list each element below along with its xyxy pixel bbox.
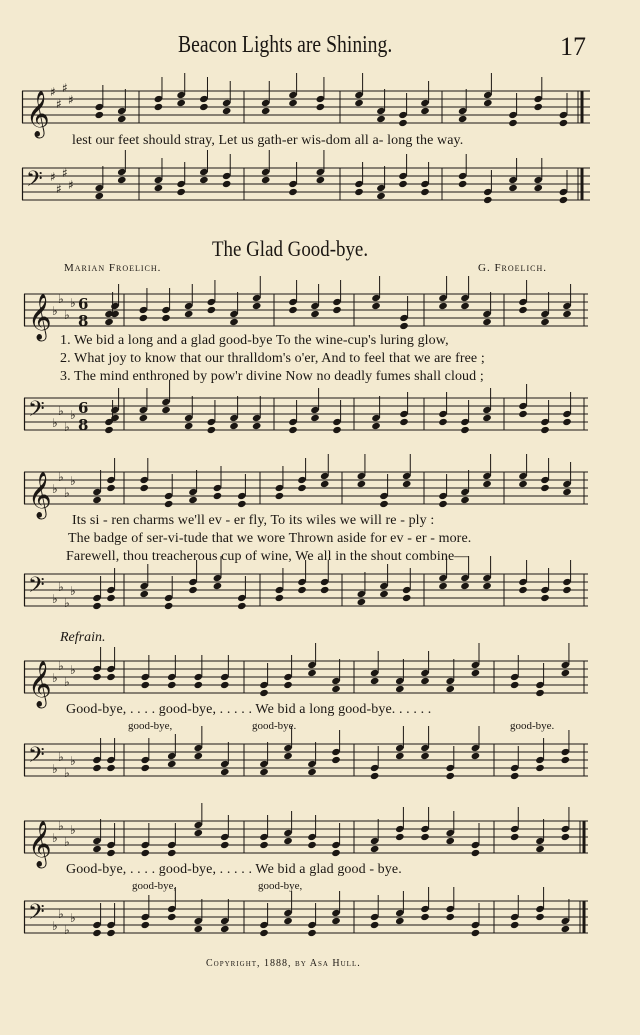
refrain-echo-2b: good-bye,	[258, 880, 303, 892]
svg-text:𝄞: 𝄞	[28, 472, 52, 518]
refrain-line-2: Good-bye, . . . . good-bye, . . . . . We bid a glad good - bye.	[66, 862, 402, 877]
refrain-echo-2a: good-bye,	[132, 880, 177, 892]
hymn-title: The Glad Good-bye.	[212, 236, 369, 261]
svg-text:6: 6	[78, 399, 89, 417]
svg-text:𝄞: 𝄞	[28, 821, 52, 867]
staff-prev-bass	[22, 162, 590, 206]
svg-text:♭: ♭	[64, 308, 70, 322]
svg-text:♭: ♭	[58, 470, 64, 484]
svg-text:♯: ♯	[62, 166, 68, 180]
svg-text:𝄢: 𝄢	[26, 167, 43, 197]
svg-text:♭: ♭	[58, 819, 64, 833]
svg-text:♯: ♯	[56, 182, 62, 196]
svg-text:♭: ♭	[70, 823, 76, 837]
svg-text:♭: ♭	[64, 923, 70, 937]
staff-2-treble	[24, 466, 588, 518]
svg-text:𝄞: 𝄞	[26, 91, 50, 137]
svg-text:♭: ♭	[52, 762, 58, 776]
svg-text:♯: ♯	[68, 93, 74, 107]
svg-text:♭: ♭	[58, 659, 64, 673]
composer: G. Froelich.	[478, 262, 547, 274]
svg-text:♭: ♭	[70, 408, 76, 422]
svg-text:♯: ♯	[62, 81, 68, 95]
page-number: 17	[560, 32, 586, 61]
svg-text:♭: ♭	[58, 907, 64, 921]
svg-text:♭: ♭	[52, 304, 58, 318]
svg-text:♭: ♭	[64, 766, 70, 780]
svg-text:♯: ♯	[50, 170, 56, 184]
svg-text:𝄢: 𝄢	[28, 743, 45, 773]
svg-text:𝄢: 𝄢	[28, 397, 45, 427]
svg-text:𝄢: 𝄢	[28, 900, 45, 930]
svg-text:♯: ♯	[56, 97, 62, 111]
svg-text:♭: ♭	[64, 486, 70, 500]
staff-2-bass	[24, 568, 588, 612]
svg-text:♭: ♭	[52, 671, 58, 685]
svg-text:♭: ♭	[64, 596, 70, 610]
lyricist: Marian Froelich.	[64, 262, 162, 274]
refrain-label: Refrain.	[60, 630, 106, 645]
svg-text:♯: ♯	[68, 178, 74, 192]
verse-3-line-2: Farewell, thou treacherous cup of wine, We all in the shout combine—	[66, 549, 469, 564]
svg-text:♭: ♭	[70, 296, 76, 310]
svg-text:♭: ♭	[52, 592, 58, 606]
svg-text:♭: ♭	[52, 416, 58, 430]
svg-text:𝄞: 𝄞	[28, 661, 52, 707]
svg-text:♭: ♭	[58, 404, 64, 418]
refrain-echo-1a: good-bye,	[128, 720, 173, 732]
svg-text:♭: ♭	[52, 482, 58, 496]
svg-text:♭: ♭	[70, 754, 76, 768]
staff-prev-treble	[22, 81, 590, 137]
svg-text:♭: ♭	[58, 292, 64, 306]
staff-3-bass	[24, 738, 588, 782]
svg-text:♯: ♯	[50, 85, 56, 99]
staff-1-treble	[24, 288, 588, 340]
svg-text:♭: ♭	[58, 750, 64, 764]
staff-1-bass	[24, 392, 588, 436]
verse-3-line-1: 3. The mind enthroned by pow'r divine Now no deadly fumes shall cloud ;	[60, 369, 484, 384]
svg-text:♭: ♭	[64, 675, 70, 689]
refrain-line-1: Good-bye, . . . . good-bye, . . . . . We bid a long good-bye. . . . . .	[66, 702, 432, 717]
svg-text:♭: ♭	[64, 420, 70, 434]
svg-text:♭: ♭	[64, 835, 70, 849]
refrain-echo-1c: good-bye.	[510, 720, 555, 732]
staff-3-treble	[24, 655, 588, 707]
svg-text:♭: ♭	[70, 584, 76, 598]
svg-text:6: 6	[78, 295, 89, 313]
svg-text:♭: ♭	[52, 919, 58, 933]
refrain-echo-1b: good-bye.	[252, 720, 297, 732]
svg-text:𝄞: 𝄞	[28, 294, 52, 340]
svg-text:𝄢: 𝄢	[28, 573, 45, 603]
svg-text:♭: ♭	[70, 911, 76, 925]
svg-text:8: 8	[78, 416, 89, 434]
prev-hymn-lyric: lest our feet should stray, Let us gath-er wis-dom all a- long the way.	[72, 133, 464, 148]
copyright: Copyright, 1888, by Asa Hull.	[206, 958, 361, 969]
verse-2-line-2: The badge of ser-vi-tude that we wore Thrown aside for ev - er - more.	[68, 531, 472, 546]
svg-text:8: 8	[78, 312, 89, 330]
running-title: Beacon Lights are Shining.	[178, 32, 393, 58]
verse-1-line-2: Its si - ren charms we'll ev - er fly, To its wiles we will re - ply :	[72, 513, 435, 528]
svg-text:♭: ♭	[52, 831, 58, 845]
svg-text:♭: ♭	[70, 663, 76, 677]
svg-text:♭: ♭	[58, 580, 64, 594]
verse-2-line-1: 2. What joy to know that our thralldom's o'er, And to feel that we are free ;	[60, 351, 485, 366]
verse-1-line-1: 1. We bid a long and a glad good-bye To the wine-cup's luring glow,	[60, 333, 449, 348]
staff-4-treble	[24, 815, 588, 867]
svg-text:♭: ♭	[70, 474, 76, 488]
staff-4-bass	[24, 895, 588, 939]
